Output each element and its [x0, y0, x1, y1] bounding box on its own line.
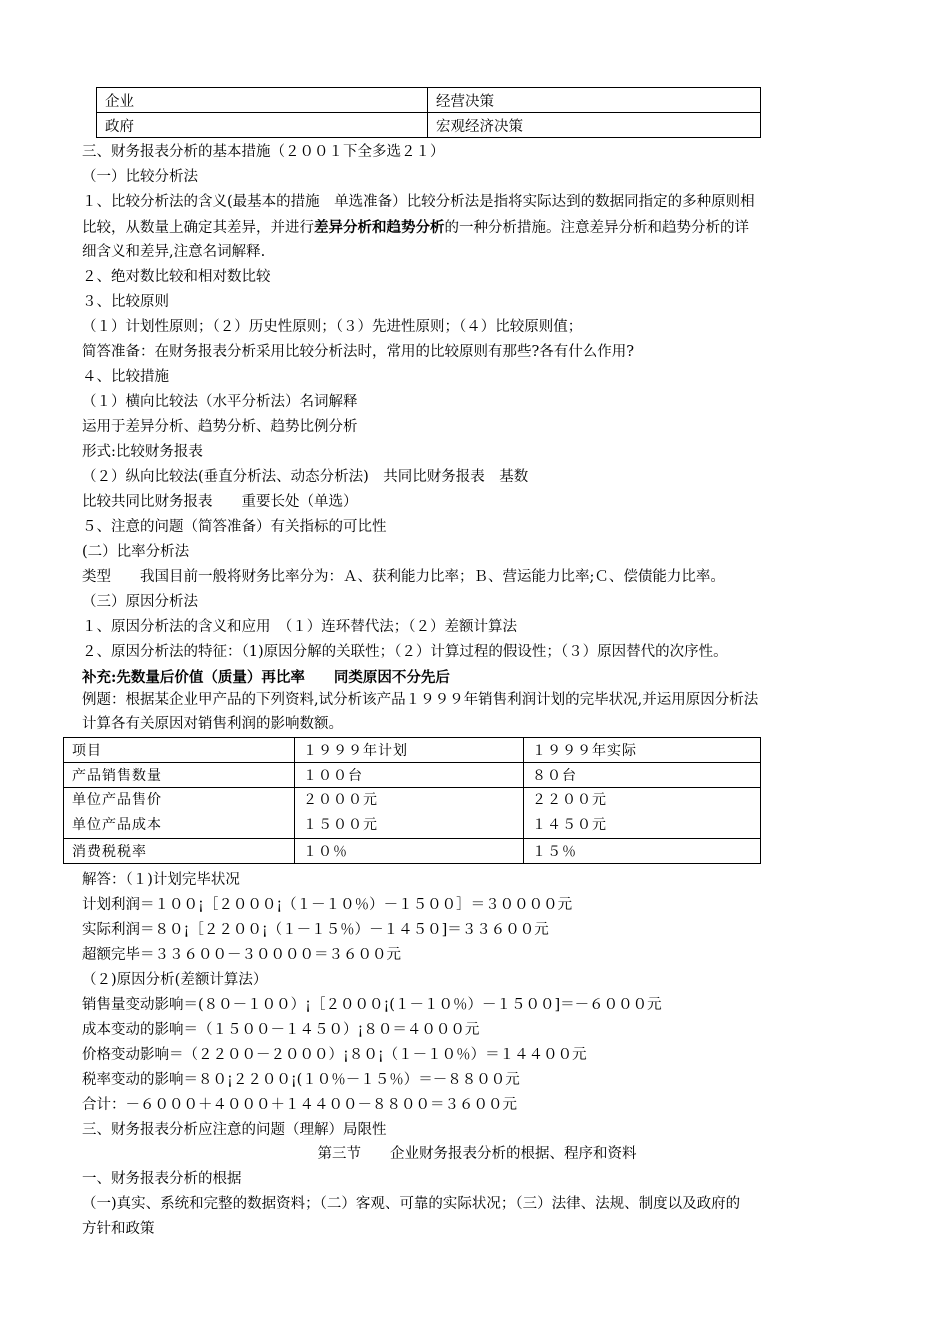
table-cell [524, 788, 761, 839]
table-cell: 政府 [97, 113, 428, 138]
table-header-cell: １９９９年实际 [524, 738, 761, 763]
subsection-heading: （一）比较分析法 [82, 169, 198, 185]
paragraph-line: 比较共同比财务报表 重要长处（单选） [82, 494, 358, 510]
answer-line: 销售量变动影响＝(８０－１００）¡［２０００¡(１－１０％）－１５００]＝－６０００元 [82, 997, 662, 1013]
cell-line: ２２００元 [532, 792, 607, 808]
answer-line: （２)原因分析(差额计算法） [82, 972, 268, 988]
answer-line: 合计：－６０００＋４０００＋１４４００－８８００＝３６００元 [82, 1097, 517, 1113]
chapter-section-heading: 第三节 企业财务报表分析的根据、程序和资料 [317, 1146, 637, 1162]
text-span: 的一种分析措施。注意差异分析和趋势分析的详 [444, 220, 749, 236]
answer-line: 价格变动影响＝（２２００－２０００）¡８０¡（１－１０％）＝１４４００元 [82, 1047, 587, 1063]
highlighted-term: 差异分析和趋势分析 [314, 219, 445, 236]
paragraph-line [82, 215, 872, 241]
supplement-line: 补充:先数量后价值（质量）再比率 同类原因不分先后 [82, 669, 450, 686]
cell-line: １５００元 [303, 817, 378, 833]
answer-line: 解答：（１)计划完毕状况 [82, 872, 240, 888]
list-item: ２、绝对数比较和相对数比较 [82, 269, 271, 285]
list-item: （２）纵向比较法(垂直分析法、动态分析法) 共同比财务报表 基数 [82, 469, 529, 485]
section-heading: 三、财务报表分析的基本措施（２００１下全多选２１） [82, 144, 445, 160]
list-item: ３、比较原则 [82, 294, 169, 310]
table-cell: １００台 [295, 763, 524, 788]
table-header-cell: 项目 [64, 738, 295, 763]
paragraph-line: （一)真实、系统和完整的数据资料；（二）客观、可靠的实际状况；（三）法律、法规、制度以及政府的 [82, 1196, 741, 1212]
cell-line: 单位产品成本 [72, 817, 162, 833]
paragraph-line: 形式:比较财务报表 [82, 444, 203, 460]
table-cell [295, 788, 524, 839]
table-cell: 企业 [97, 88, 428, 113]
table-row [97, 113, 761, 138]
table-row [97, 88, 761, 113]
decision-table [96, 87, 761, 138]
list-item: ４、比较措施 [82, 369, 169, 385]
answer-line: 成本变动的影响＝（１５００－１４５０）¡８０＝４０００元 [82, 1022, 480, 1038]
table-row [64, 839, 761, 864]
table-header-row [64, 738, 761, 763]
table-cell: １５％ [524, 839, 761, 864]
paragraph-line: １、比较分析法的含义(最基本的措施 单选准备）比较分析法是指将实际达到的数据同指定的多种原则相 [82, 194, 755, 210]
cell-line: １４５０元 [532, 817, 607, 833]
principles-line: （１）计划性原则；（２）历史性原则；（３）先进性原则；（４）比较原则值； [82, 319, 583, 335]
answer-line: 超额完毕＝３３６００－３００００＝３６００元 [82, 947, 401, 963]
list-item: ５、注意的问题（简答准备）有关指标的可比性 [82, 519, 387, 535]
table-row [64, 788, 761, 839]
subsection-heading: （三）原因分析法 [82, 594, 198, 610]
cell-line: ２０００元 [303, 792, 378, 808]
list-item: １、原因分析法的含义和应用 （１）连环替代法；（２）差额计算法 [82, 619, 517, 635]
paragraph-line: 细含义和差异,注意名词解释. [82, 244, 266, 260]
paragraph-line: 类型 我国目前一般将财务比率分为：Ａ、获利能力比率；Ｂ、营运能力比率;Ｃ、偿债能力比率。 [82, 569, 725, 585]
answer-line: 计划利润＝１００¡［２０００¡（１－１０％）－１５００］＝３００００元 [82, 897, 573, 913]
section-heading: 三、财务报表分析应注意的问题（理解）局限性 [82, 1122, 387, 1138]
table-cell: 产品销售数量 [64, 763, 295, 788]
table-cell: 消费税税率 [64, 839, 295, 864]
table-cell: 经营决策 [428, 88, 761, 113]
paragraph-line: 例题：根据某企业甲产品的下列资料,试分析该产品１９９９年销售利润计划的完毕状况,并运用原因分析法 [82, 692, 759, 708]
list-item: ２、原因分析法的特征：（1)原因分解的关联性；（２）计算过程的假设性；（３）原因替代的次序性。 [82, 644, 728, 660]
table-cell: ８０台 [524, 763, 761, 788]
table-cell [64, 788, 295, 839]
list-item: （１）横向比较法（水平分析法）名词解释 [82, 394, 358, 410]
table-header-cell: １９９９年计划 [295, 738, 524, 763]
answer-line: 实际利润＝８０¡［２２００¡（１－１５％）－１４５０]＝３３６００元 [82, 922, 549, 938]
paragraph-line: 方针和政策 [82, 1221, 155, 1237]
section-heading: 一、财务报表分析的根据 [82, 1171, 242, 1187]
table-row [64, 763, 761, 788]
cell-line: 单位产品售价 [72, 792, 162, 808]
table-cell: 宏观经济决策 [428, 113, 761, 138]
text-span: 比较，从数量上确定其差异，并进行 [82, 220, 314, 236]
paragraph-line: 计算各有关原因对销售利润的影响数额。 [82, 716, 343, 732]
qa-line: 简答准备：在财务报表分析采用比较分析法时，常用的比较原则有那些?各有什么作用? [82, 344, 635, 360]
subsection-heading: (二）比率分析法 [82, 544, 190, 560]
example-data-table [63, 737, 761, 864]
paragraph-line: 运用于差异分析、趋势分析、趋势比例分析 [82, 419, 358, 435]
answer-line: 税率变动的影响＝８０¡２２００¡(１０％－１５％）＝－８８００元 [82, 1072, 520, 1088]
table-cell: １０％ [295, 839, 524, 864]
